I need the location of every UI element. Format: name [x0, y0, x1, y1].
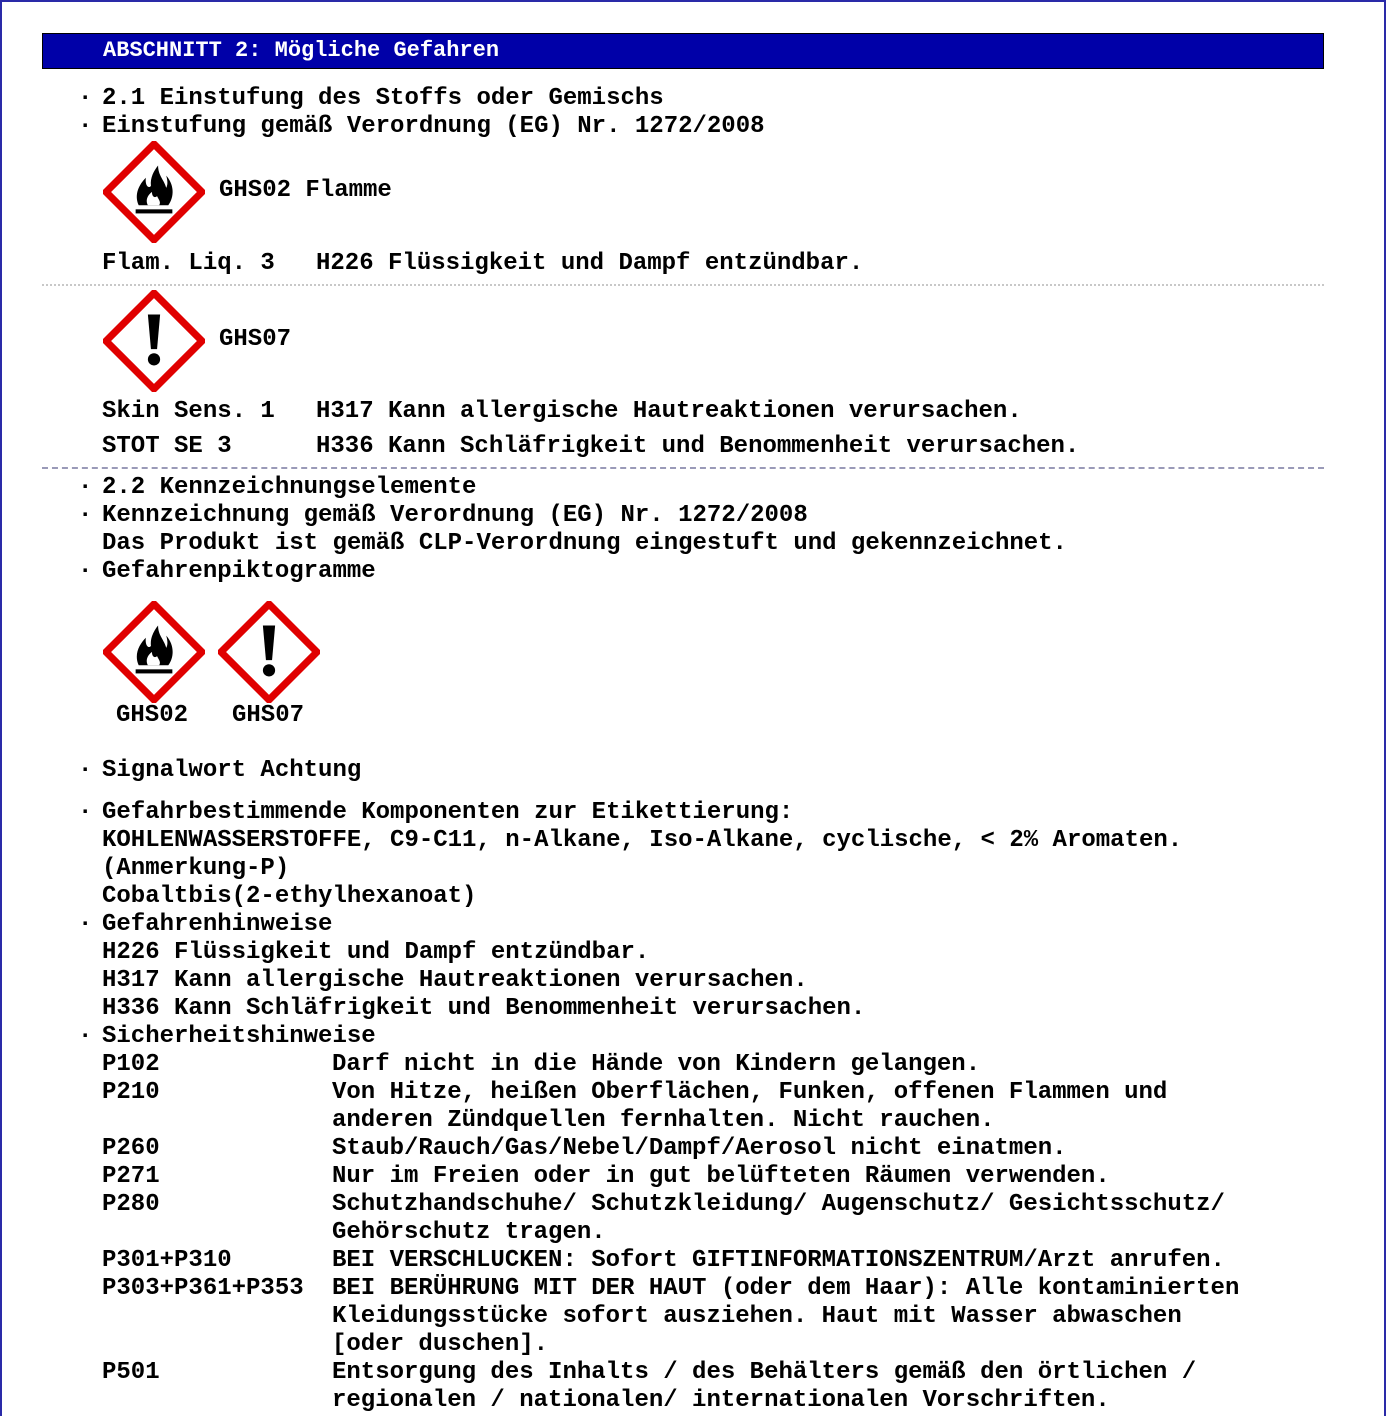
- labelling-regulation-line: · Kennzeichnung gemäß Verordnung (EG) Nr. 1272/2008: [78, 502, 808, 529]
- precaution-text: Nur im Freien oder in gut belüfteten Räumen verwenden.: [332, 1163, 1110, 1190]
- precaution-code: P303+P361+P353: [102, 1275, 304, 1302]
- precaution-text: regionalen / nationalen/ internationalen Vorschriften.: [332, 1387, 1110, 1414]
- hazard-statement-item: H336 Kann Schläfrigkeit und Benommenheit verursachen.: [102, 995, 866, 1022]
- component-item: Cobaltbis(2-ethylhexanoat): [102, 883, 477, 910]
- classification-heading-line: · 2.1 Einstufung des Stoffs oder Gemischs: [78, 85, 664, 112]
- pictograms-heading: Gefahrenpiktogramme: [102, 558, 376, 585]
- hazard-statement: H317 Kann allergische Hautreaktionen verursachen.: [316, 398, 1022, 425]
- precaution-code: P280: [102, 1191, 160, 1218]
- section-title: ABSCHNITT 2: Mögliche Gefahren: [103, 38, 500, 63]
- precaution-text: [oder duschen].: [332, 1331, 549, 1358]
- precaution-text: Schutzhandschuhe/ Schutzkleidung/ Augenschutz/ Gesichtsschutz/: [332, 1191, 1225, 1218]
- hazard-statement: H226 Flüssigkeit und Dampf entzündbar.: [316, 250, 864, 277]
- precaution-code: P260: [102, 1135, 160, 1162]
- ghs07-label: GHS07: [219, 326, 292, 353]
- hazard-statement: H336 Kann Schläfrigkeit und Benommenheit verursachen.: [316, 433, 1080, 460]
- signal-word-line: · Signalwort Achtung: [78, 757, 362, 784]
- precaution-code: P210: [102, 1079, 160, 1106]
- precaution-text: Von Hitze, heißen Oberflächen, Funken, offenen Flammen und: [332, 1079, 1168, 1106]
- hazard-statement-item: H226 Flüssigkeit und Dampf entzündbar.: [102, 939, 650, 966]
- precaution-text: BEI BERÜHRUNG MIT DER HAUT (oder dem Haar): Alle kontaminierten: [332, 1275, 1240, 1302]
- hazard-category: STOT SE 3: [102, 433, 232, 460]
- dashed-divider: [42, 467, 1324, 469]
- hazard-heading-line: · Gefahrenhinweise: [78, 911, 333, 938]
- section-header: [42, 33, 1324, 69]
- pictogram-label-ghs07: GHS07: [232, 702, 305, 729]
- classification-regulation-line: · Einstufung gemäß Verordnung (EG) Nr. 1272/2008: [78, 113, 765, 140]
- precaution-heading-line: · Sicherheitshinweise: [78, 1023, 376, 1050]
- precaution-code: P301+P310: [102, 1247, 232, 1274]
- labelling-statement: Das Produkt ist gemäß CLP-Verordnung eingestuft und gekennzeichnet.: [102, 530, 1067, 557]
- components-heading-line: · Gefahrbestimmende Komponenten zur Etikettierung:: [78, 799, 794, 826]
- precaution-code: P271: [102, 1163, 160, 1190]
- classification-row: [102, 398, 275, 426]
- labelling-heading-line: · 2.2 Kennzeichnungselemente: [78, 474, 477, 501]
- hazard-heading: Gefahrenhinweise: [102, 911, 333, 938]
- precaution-code: P102: [102, 1051, 160, 1078]
- labelling-regulation: Kennzeichnung gemäß Verordnung (EG) Nr. 1272/2008: [102, 502, 808, 529]
- hazard-category: Flam. Liq. 3: [102, 250, 275, 277]
- components-heading: Gefahrbestimmende Komponenten zur Etikettierung:: [102, 799, 794, 826]
- precaution-text: anderen Zündquellen fernhalten. Nicht rauchen.: [332, 1107, 995, 1134]
- classification-regulation: Einstufung gemäß Verordnung (EG) Nr. 1272/2008: [102, 113, 765, 140]
- pictogram-label-ghs02: GHS02: [116, 702, 189, 729]
- classification-row: [102, 433, 232, 461]
- precaution-heading: Sicherheitshinweise: [102, 1023, 376, 1050]
- classification-row: [102, 250, 275, 278]
- precaution-code: P501: [102, 1359, 160, 1386]
- exclamation-icon: [218, 601, 320, 703]
- precaution-text: Staub/Rauch/Gas/Nebel/Dampf/Aerosol nicht einatmen.: [332, 1135, 1067, 1162]
- precaution-text: Gehörschutz tragen.: [332, 1219, 606, 1246]
- dotted-divider: [42, 284, 1324, 286]
- pictograms-heading-line: · Gefahrenpiktogramme: [78, 558, 376, 585]
- hazard-category: Skin Sens. 1: [102, 398, 275, 425]
- precaution-text: Kleidungsstücke sofort ausziehen. Haut mit Wasser abwaschen: [332, 1303, 1182, 1330]
- precaution-text: Entsorgung des Inhalts / des Behälters gemäß den örtlichen /: [332, 1359, 1197, 1386]
- component-item: KOHLENWASSERSTOFFE, C9-C11, n-Alkane, Iso-Alkane, cyclische, < 2% Aromaten.: [102, 827, 1183, 854]
- exclamation-icon: [103, 290, 205, 392]
- ghs02-label: GHS02 Flamme: [219, 177, 392, 204]
- precaution-text: Darf nicht in die Hände von Kindern gelangen.: [332, 1051, 981, 1078]
- hazard-statement-item: H317 Kann allergische Hautreaktionen verursachen.: [102, 967, 808, 994]
- labelling-heading: 2.2 Kennzeichnungselemente: [102, 474, 477, 501]
- flame-icon: [103, 141, 205, 243]
- component-item: (Anmerkung-P): [102, 855, 290, 882]
- signal-word: Signalwort Achtung: [102, 757, 362, 784]
- classification-heading: 2.1 Einstufung des Stoffs oder Gemischs: [102, 85, 664, 112]
- flame-icon: [103, 601, 205, 703]
- precaution-text: BEI VERSCHLUCKEN: Sofort GIFTINFORMATIONSZENTRUM/Arzt anrufen.: [332, 1247, 1225, 1274]
